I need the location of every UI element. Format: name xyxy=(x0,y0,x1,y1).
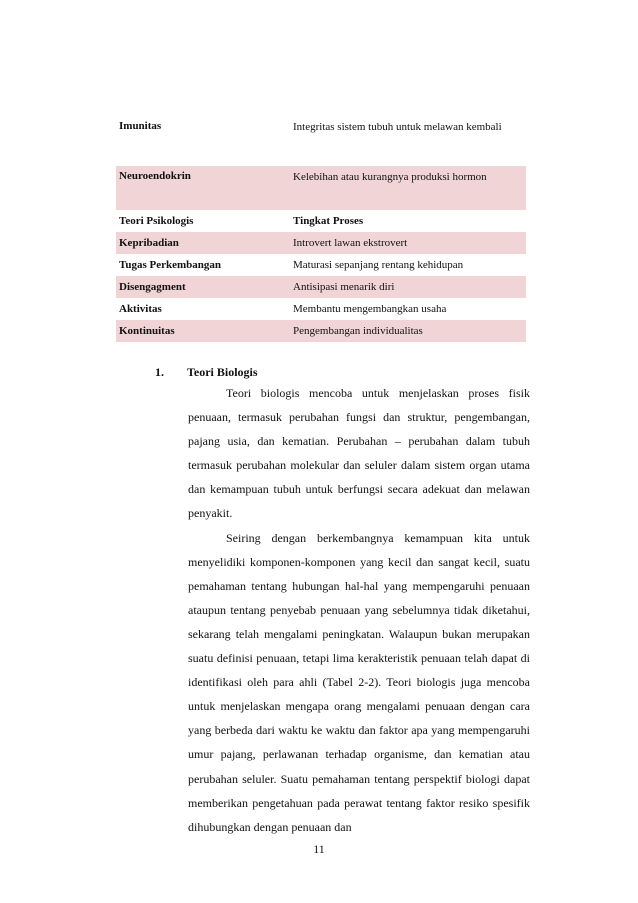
body-text xyxy=(188,381,530,839)
table-cell-value: Introvert lawan ekstrovert xyxy=(293,237,408,249)
table-row xyxy=(116,276,526,298)
table-cell-value: Kelebihan atau kurangnya produksi hormon xyxy=(293,171,487,183)
comparison-table xyxy=(116,116,526,342)
table-cell-value: Maturasi sepanjang rentang kehidupan xyxy=(293,259,464,271)
table-cell-label: Imunitas xyxy=(119,120,162,132)
page-number: 11 xyxy=(313,842,325,856)
table-cell-value: Pengembangan individualitas xyxy=(293,325,423,337)
table-row xyxy=(116,254,526,276)
table-row xyxy=(116,320,526,342)
table-row xyxy=(116,116,526,166)
paragraph: Seiring dengan berkembangnya kemampuan kita untuk menyelidiki komponen-komponen yang kecil dan sangat kecil, suatu pemahaman tentang hubungan hal-hal yang mempengaruhi penuaan ataupun tentang penyebab penuaan yang sebelumnya tidak diketahui, sekarang telah mengalami peningkatan. Walaupun bukan merupakan suatu definisi penuaan, tetapi lima kerakteristik penuaan telah dapat di identifikasi oleh para ahli (Tabel 2-2). Teori biologis juga mencoba untuk menjelaskan mengapa orang mengalami penuaan dengan cara yang berbeda dari waktu ke waktu dan faktor apa yang mempengaruhi umur pajang, perlawanan terhadap organisme, dan kematian atau perubahan seluler. Suatu pemahaman tentang perspektif biologi dapat memberikan pengetahuan pada perawat tentang faktor resiko spesifik dihubungkan dengan penuaan dan xyxy=(188,530,530,834)
paragraph: Teori biologis mencoba untuk menjelaskan proses fisik penuaan, termasuk perubahan fungsi dan struktur, pengembangan, pajang usia, dan kematian. Perubahan – perubahan dalam tubuh termasuk perubahan molekular dan seluler dalam sistem organ utama dan kemampuan tubuh untuk berfungsi secara adekuat dan melawan penyakit. xyxy=(188,386,530,521)
section-title: Teori Biologis xyxy=(187,365,258,379)
table-cell-value: Antisipasi menarik diri xyxy=(293,281,395,293)
table-cell-label: Kepribadian xyxy=(119,237,179,249)
table-cell-label: Disengagment xyxy=(119,281,186,293)
table-cell-value: Tingkat Proses xyxy=(293,215,364,227)
table-row xyxy=(116,232,526,254)
section-heading xyxy=(155,365,258,380)
table-cell-label: Neuroendokrin xyxy=(119,170,191,182)
table-row xyxy=(116,298,526,320)
table-cell-label: Aktivitas xyxy=(119,303,162,315)
section-number: 1. xyxy=(155,365,164,379)
table-cell-label: Kontinuitas xyxy=(119,325,175,337)
table-cell-value: Membantu mengembangkan usaha xyxy=(293,303,447,315)
table-cell-label: Teori Psikologis xyxy=(119,215,194,227)
table-row xyxy=(116,210,526,232)
table-cell-label: Tugas Perkembangan xyxy=(119,259,221,271)
table-row xyxy=(116,166,526,210)
table-cell-value: Integritas sistem tubuh untuk melawan kembali xyxy=(293,121,502,133)
